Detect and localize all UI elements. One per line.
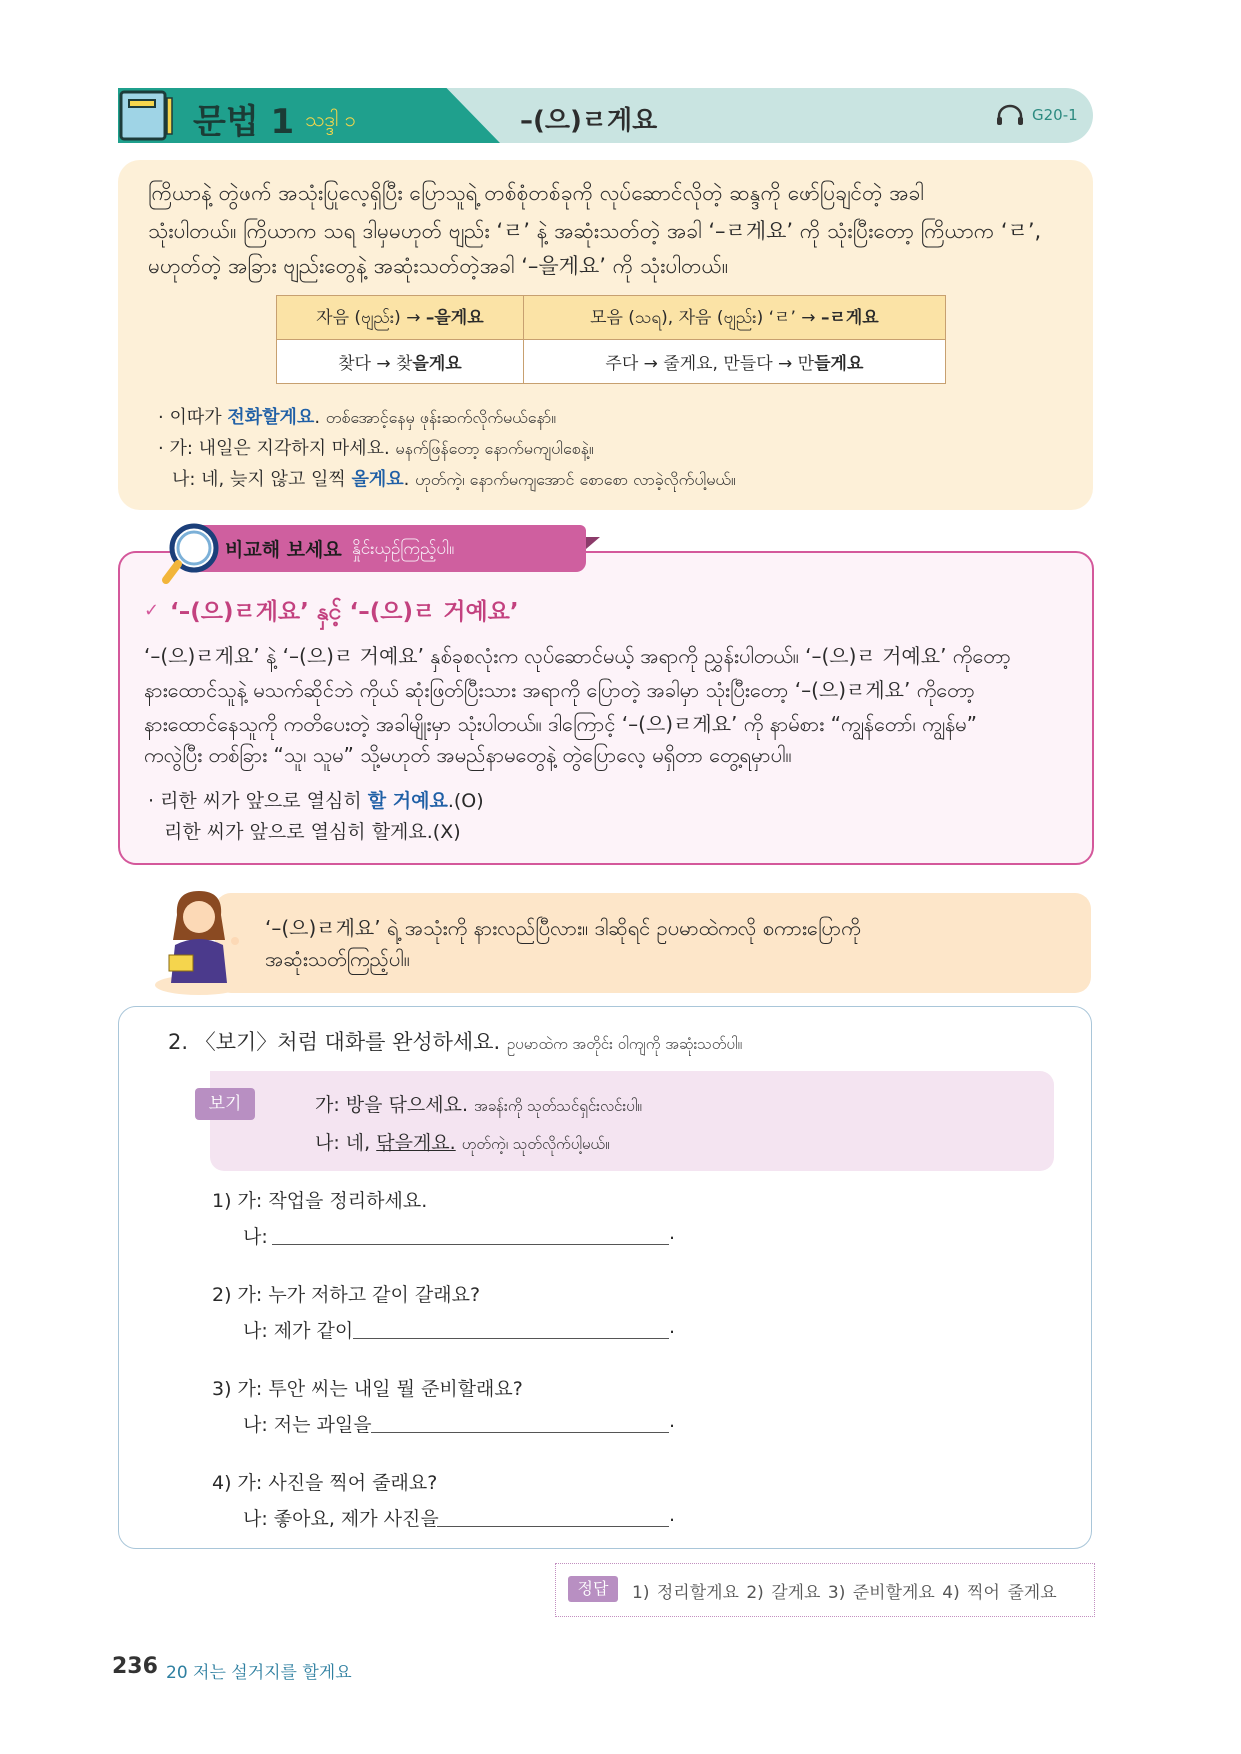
compare-title: ‘–(으)ㄹ게요’ နှင့် ‘–(으)ㄹ 거예요’ bbox=[170, 599, 519, 625]
period: . bbox=[669, 1222, 676, 1244]
explanation-line: ကြိယာနဲ့ တွဲဖက် အသုံးပြုလေ့ရှိပြီး ပြောသူရဲ့ တစ်စုံတစ်ခုကို လုပ်ဆောင်လိုတဲ့ ဆန္ဒကို ဖော်ပြချင်တဲ့ အခါ bbox=[148, 181, 924, 205]
compare-label-burmese: နှိုင်းယှဉ်ကြည့်ပါ။ bbox=[352, 539, 455, 559]
conjugation-table bbox=[276, 295, 946, 384]
lesson-title: 20 저는 설거지를 할게요 bbox=[166, 1663, 352, 1683]
compare-line: ‘–(으)ㄹ게요’ နဲ့ ‘–(으)ㄹ 거예요’ နှစ်ခုစလုံးက လုပ်ဆောင်မယ့် အရာကို ညွှန်းပါတယ်။ ‘–(으)ㄹ 거예요’ ကိုတော့ bbox=[144, 644, 1011, 668]
compare-example-wrong: 리한 씨가 앞으로 열심히 할게요.(X) bbox=[164, 821, 461, 843]
example-answer: 나: 네, 닦을게요. ဟုတ်ကဲ့၊ သုတ်လိုက်ပါ့မယ်။ bbox=[315, 1132, 610, 1154]
exercise-title: 2. 〈보기〉처럼 대화를 완성하세요. ဥပမာထဲက အတိုင်း ဝါကျကို အဆုံးသတ်ပါ။ bbox=[168, 1030, 743, 1054]
exercise-question: 3) 가: 투안 씨는 내일 뭘 준비할래요? bbox=[212, 1378, 523, 1400]
check-icon: ✓ bbox=[144, 600, 160, 621]
example-tag: 보기 bbox=[195, 1088, 255, 1120]
table-cell-consonant-example: 찾다 → 찾을게요 bbox=[277, 340, 524, 384]
teacher-illustration bbox=[155, 885, 245, 995]
table-cell-vowel-example: 주다 → 줄게요, 만들다 → 만들게요 bbox=[523, 340, 945, 384]
tip-line: ‘–(으)ㄹ게요’ ရဲ့ အသုံးကို နားလည်ပြီလား။ ဒါဆိုရင် ဥပမာထဲကလို စကားပြောကို bbox=[265, 916, 861, 940]
magnifier-icon bbox=[160, 522, 220, 588]
compare-line: နားထောင်နေသူကို ကတိပေးတဲ့ အခါမျိုးမှာ သုံးပါတယ်။ ဒါကြောင့် ‘–(으)ㄹ게요’ ကို နာမ်စား “ကျွန်တော်၊ ကျွန်မ” bbox=[144, 712, 977, 736]
compare-line: ကလွဲပြီး တစ်ခြား “သူ၊ သူမ” သို့မဟုတ် အမည်နာမတွေနဲ့ တွဲပြောလေ့ မရှိတာ တွေ့ရမှာပါ။ bbox=[144, 743, 792, 767]
exercise-question: 4) 가: 사진을 찍어 줄래요? bbox=[212, 1472, 438, 1494]
example-sentence: · 이따가 전화할게요. တစ်အောင့်နေမှ ဖုန်းဆက်လိုက်မယ်နော်။ bbox=[158, 407, 557, 428]
exercise-answer-prefix: 나: 제가 같이 bbox=[243, 1320, 354, 1342]
grammar-form: –(으)ㄹ게요 bbox=[520, 106, 658, 136]
compare-example-correct: · 리한 씨가 앞으로 열심히 할 거예요.(O) bbox=[148, 790, 484, 812]
explanation-line: သုံးပါတယ်။ ကြိယာက သရ ဒါမှမဟုတ် ဗျည်း ‘ㄹ’ နဲ့ အဆုံးသတ်တဲ့ အခါ ‘–ㄹ게요’ ကို သုံးပြီးတော့ ကြိယာက ‘ㄹ’, bbox=[148, 219, 1042, 243]
period: . bbox=[669, 1410, 676, 1432]
book-icon bbox=[118, 88, 174, 143]
exercise-answer-prefix: 나: 저는 과일을 bbox=[243, 1414, 372, 1436]
headphones-icon[interactable] bbox=[995, 104, 1025, 126]
example-sentence: · 가: 내일은 지각하지 마세요. မနက်ဖြန်တော့ နောက်မကျပါစေနဲ့။ bbox=[158, 438, 594, 459]
explanation-line: မဟုတ်တဲ့ အခြား ဗျည်းတွေနဲ့ အဆုံးသတ်တဲ့အခါ ‘–을게요’ ကို သုံးပါတယ်။ bbox=[148, 254, 729, 278]
exercise-answer-prefix: 나: bbox=[243, 1226, 268, 1248]
tip-line: အဆုံးသတ်ကြည့်ပါ။ bbox=[265, 947, 410, 971]
example-question: 가: 방을 닦으세요. အခန်းကို သုတ်သင်ရှင်းလင်းပါ။ bbox=[315, 1094, 642, 1116]
page-number: 236 bbox=[112, 1654, 158, 1679]
compare-label: 비교해 보세요 bbox=[225, 539, 342, 561]
answer-key-tag: 정답 bbox=[568, 1576, 618, 1602]
grammar-title: 문법 1 bbox=[193, 102, 295, 142]
example-sentence: 나: 네, 늦지 않고 일찍 올게요. ဟုတ်ကဲ့၊ နောက်မကျအောင် စောစော လာခဲ့လိုက်ပါ့မယ်။ bbox=[172, 469, 736, 490]
exercise-question: 1) 가: 작업을 정리하세요. bbox=[212, 1190, 428, 1212]
exercise-answer-prefix: 나: 좋아요, 제가 사진을 bbox=[243, 1508, 439, 1530]
answer-blank[interactable] bbox=[371, 1432, 669, 1433]
answer-blank[interactable] bbox=[272, 1244, 669, 1245]
period: . bbox=[669, 1316, 676, 1338]
answer-key-text: 1) 정리할게요 2) 갈게요 3) 준비할게요 4) 찍어 줄게요 bbox=[632, 1583, 1057, 1603]
table-header-consonant: 자음 (ဗျည်း) → –을게요 bbox=[277, 296, 524, 340]
exercise-question: 2) 가: 누가 저하고 같이 갈래요? bbox=[212, 1284, 481, 1306]
period: . bbox=[669, 1504, 676, 1526]
grammar-subtitle: သဒ္ဒါ ၁ bbox=[305, 107, 356, 131]
answer-blank[interactable] bbox=[353, 1338, 669, 1339]
audio-track-code[interactable]: G20-1 bbox=[1032, 106, 1078, 124]
answer-blank[interactable] bbox=[437, 1526, 669, 1527]
table-header-vowel: 모음 (သရ), 자음 (ဗျည်း) ‘ㄹ’ → –ㄹ게요 bbox=[523, 296, 945, 340]
compare-line: နားထောင်သူနဲ့ မသက်ဆိုင်ဘဲ ကိုယ် ဆုံးဖြတ်ပြီးသား အရာကို ပြောတဲ့ အခါမှာ သုံးပြီးတော့ ‘–(으)ㄹ게요’ ကိုတော့ bbox=[144, 678, 975, 702]
compare-tab-fold bbox=[586, 537, 600, 549]
